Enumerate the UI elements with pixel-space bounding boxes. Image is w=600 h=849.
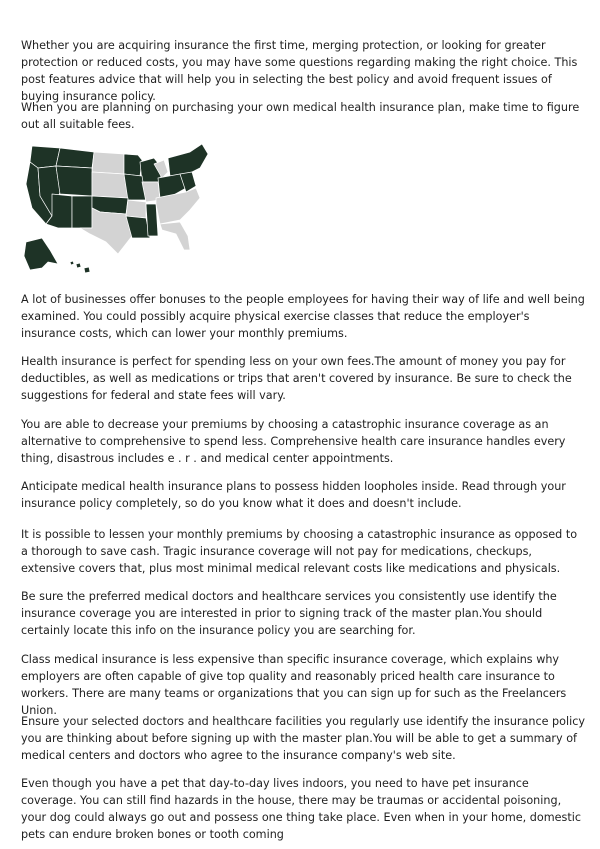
map-region-northeast	[168, 144, 208, 176]
paragraph-lessen-premiums: It is possible to lessen your monthly premiums by choosing a catastrophic insurance as opposed to a thorough to save cash. Tragic insurance coverage will not pay for medications, checkups, extensive covers that, plus most minimal medical relevant costs like medications and physicals.	[21, 528, 578, 575]
map-region-hawaii	[70, 261, 90, 273]
paragraph-intro: Whether you are acquiring insurance the first time, merging protection, or looking for greater protection or reduced costs, you may have some questions regarding making the right choice. This post features advice that will help you in selecting the best policy and avoid frequent issues of buying insurance policy.	[21, 39, 578, 103]
map-region-mississippi	[146, 204, 158, 236]
map-region-minnesota	[124, 154, 142, 176]
paragraph-pet-insurance: Even though you have a pet that day-to-day lives indoors, you need to have pet insurance coverage. You can still find hazards in the house, there may be traumas or accidental poisoning, your dog could always go out and possess one thing take place. Even when in your home, domestic pets can endure broken bones or tooth coming	[21, 777, 581, 841]
map-region-montana	[56, 148, 94, 168]
map-region-arkansas	[126, 200, 146, 218]
paragraph-group-insurance: Class medical insurance is less expensive than specific insurance coverage, which explains why employers are often capable of give top quality and reasonably priced health care insurance to workers. There are many teams or organizations that you can sign up for such as the Freelancers Union.	[21, 653, 567, 717]
paragraph-saving-fees: Health insurance is perfect for spending less on your own fees.The amount of money you pay for deductibles, as well as medications or trips that aren't covered by insurance. Be sure to check the suggestions for federal and state fees will vary.	[21, 355, 572, 402]
paragraph-catastrophic-coverage: You are able to decrease your premiums by choosing a catastrophic insurance coverage as an alternative to comprehensive to spend less. Comprehensive health care insurance handles every thing, disastrous includes e . r . and medical center appointments.	[21, 418, 566, 465]
map-region-new-mexico	[72, 196, 92, 228]
map-region-rockies	[56, 166, 92, 196]
map-region-florida	[160, 222, 190, 250]
map-region-alaska	[24, 238, 58, 270]
paragraph-preferred-doctors: Be sure the preferred medical doctors and healthcare services you consistently use identify the insurance coverage you are interested in prior to signing track of the master plan.You should certainly locate this info on the insurance policy you are searching for.	[21, 590, 557, 637]
paragraph-fees: When you are planning on purchasing your own medical health insurance plan, make time to figure out all suitable fees.	[21, 101, 580, 131]
map-region-northwest	[30, 146, 60, 168]
paragraph-loopholes: Anticipate medical health insurance plans to possess hidden loopholes inside. Read through your insurance policy completely, so do you know what it does and doesn't include.	[21, 480, 566, 510]
map-region-nebraska-kansas	[92, 172, 128, 198]
paragraph-employer-bonuses: A lot of businesses offer bonuses to the people employees for having their way of life and well being examined. You could possibly acquire physical exercise classes that reduce the employer's insurance costs, which can lower your monthly premiums.	[21, 293, 585, 340]
map-region-dakotas	[92, 152, 124, 174]
us-states-map	[20, 138, 212, 276]
paragraph-selected-doctors: Ensure your selected doctors and healthcare facilities you regularly use identify the insurance policy you are thinking about before signing up with the master plan.You will be able to get a summary of medical centers and doctors who agree to the insurance company's web site.	[21, 715, 585, 762]
